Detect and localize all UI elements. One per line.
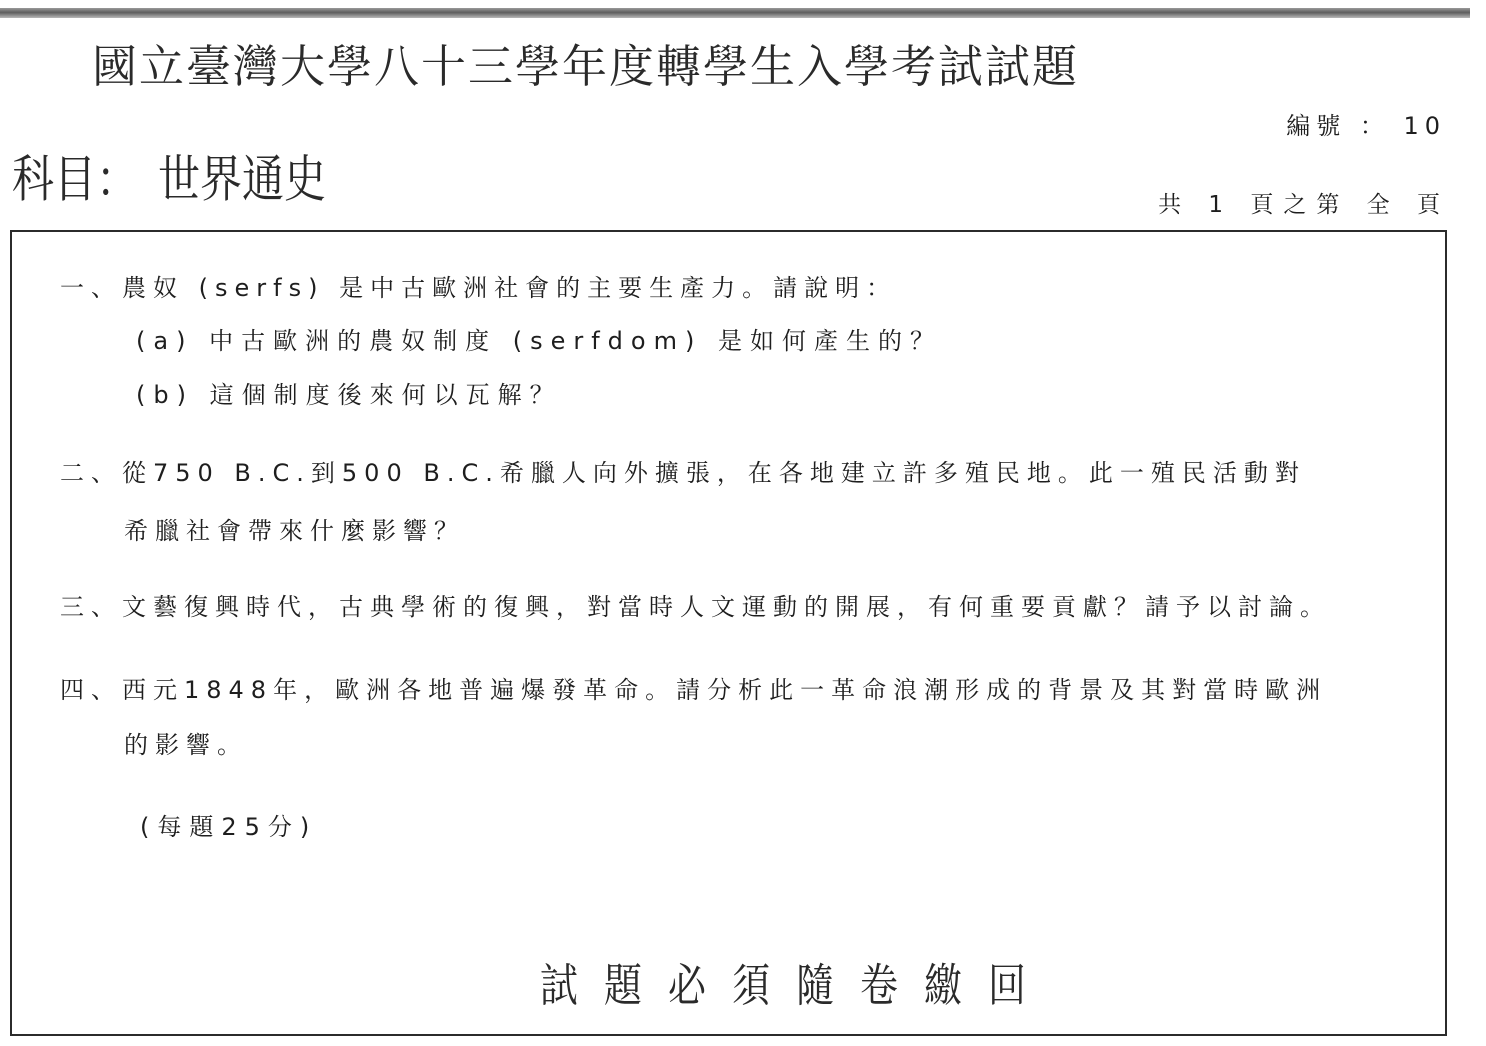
sub-item-text: 中古歐洲的農奴制度 (serfdom) 是如何產生的？ <box>209 327 942 355</box>
subject-value: 世界通史 <box>158 149 327 209</box>
question-1b <box>136 380 562 410</box>
serial-number: 編號 ： 10 <box>1286 112 1446 140</box>
question-1 <box>60 273 897 303</box>
question-text: 文藝復興時代，古典學術的復興，對當時人文運動的開展，有何重要貢獻？請予以討論。 <box>122 593 1331 621</box>
question-4 <box>60 675 1327 705</box>
subject-label: 科目： <box>12 149 139 209</box>
question-4-continuation: 的影響。 <box>124 731 248 759</box>
top-rule <box>0 8 1470 18</box>
question-number: 三、 <box>60 593 122 621</box>
question-text: 從750 B.C.到500 B.C.希臘人向外擴張，在各地建立許多殖民地。此一殖民活動對 <box>122 459 1306 487</box>
question-2-continuation: 希臘社會帶來什麼影響？ <box>124 517 465 545</box>
question-1a <box>136 326 942 356</box>
question-2 <box>60 458 1306 488</box>
question-number: 二、 <box>60 459 122 487</box>
sub-item-label: (b) <box>136 381 194 409</box>
exam-title: 國立臺灣大學八十三學年度轉學生入學考試試題 <box>92 40 1080 93</box>
question-3 <box>60 592 1331 622</box>
score-note: (每題25分) <box>140 813 318 841</box>
page-info: 共 1 頁之第 全 頁 <box>1158 192 1450 218</box>
sub-item-text: 這個制度後來何以瓦解？ <box>209 381 562 409</box>
question-number: 一、 <box>60 274 122 302</box>
sub-item-label: (a) <box>136 327 194 355</box>
question-text: 農奴 (serfs) 是中古歐洲社會的主要生產力。請說明： <box>122 274 898 302</box>
footer-note: 試題必須隨卷繳回 <box>540 958 1053 1012</box>
question-number: 四、 <box>60 676 122 704</box>
subject-line <box>12 140 326 212</box>
question-text: 西元1848年，歐洲各地普遍爆發革命。請分析此一革命浪潮形成的背景及其對當時歐洲 <box>122 676 1328 704</box>
